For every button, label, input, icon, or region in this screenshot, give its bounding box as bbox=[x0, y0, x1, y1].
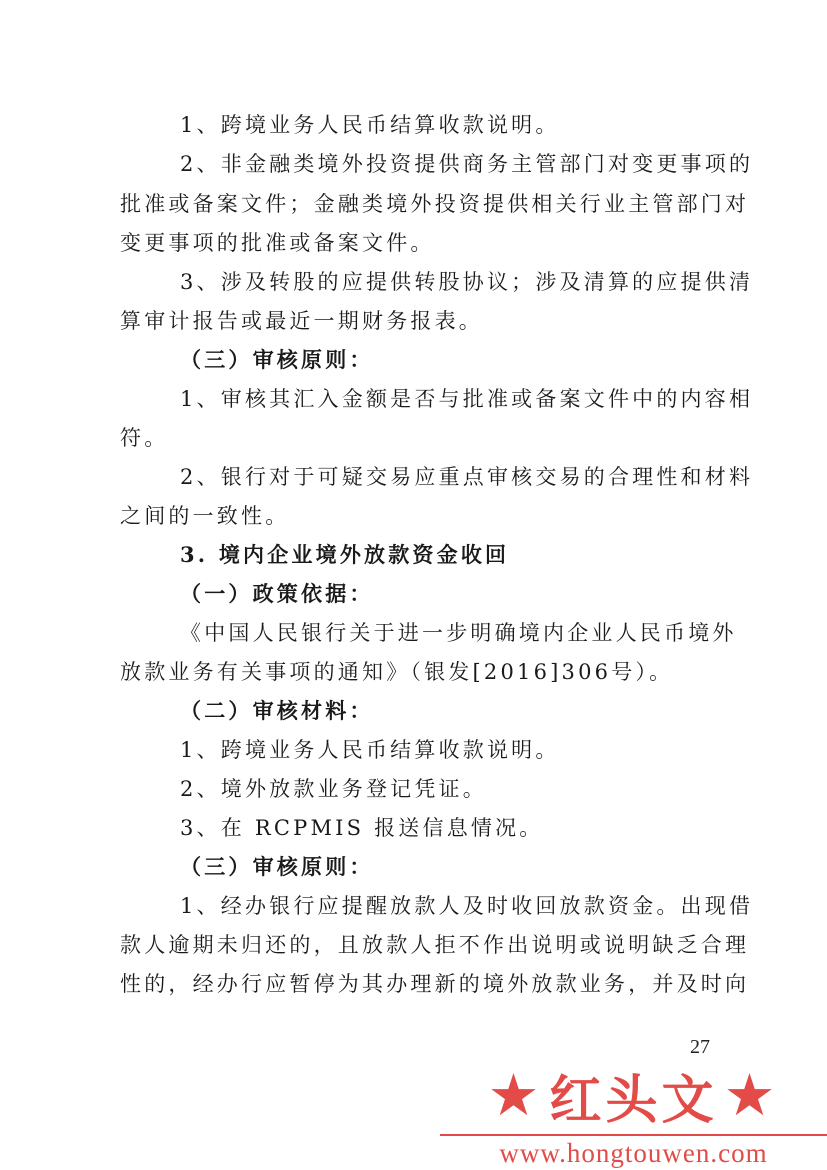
watermark-title-row bbox=[440, 1060, 827, 1130]
text-line: 1、审核其汇入金额是否与批准或备案文件中的内容相 bbox=[180, 387, 754, 411]
text-line: 符。 bbox=[120, 426, 169, 450]
page-number: 27 bbox=[690, 1036, 710, 1058]
text-line: 2、境外放款业务登记凭证。 bbox=[180, 777, 487, 801]
text-line: 放款业务有关事项的通知》（银发[2016]306号）。 bbox=[120, 660, 674, 684]
watermark bbox=[440, 1060, 827, 1170]
text-line: 1、跨境业务人民币结算收款说明。 bbox=[180, 738, 560, 762]
section-heading: （二）审核材料： bbox=[180, 698, 374, 723]
text-line: 批准或备案文件；金融类境外投资提供相关行业主管部门对 bbox=[120, 192, 750, 216]
text-line: 款人逾期未归还的，且放款人拒不作出说明或说明缺乏合理 bbox=[120, 933, 750, 957]
star-icon: ★ bbox=[723, 1061, 780, 1129]
text-line: 算审计报告或最近一期财务报表。 bbox=[120, 309, 483, 333]
watermark-divider bbox=[440, 1134, 827, 1136]
section-heading: 3. 境内企业境外放款资金收回 bbox=[180, 542, 510, 567]
watermark-title: 红头文 bbox=[549, 1070, 718, 1131]
star-icon: ★ bbox=[487, 1061, 544, 1129]
watermark-url: www.hongtouwen.com bbox=[499, 1138, 768, 1168]
text-line: 3、在 RCPMIS 报送信息情况。 bbox=[180, 816, 544, 840]
text-line: 1、跨境业务人民币结算收款说明。 bbox=[180, 113, 560, 137]
section-heading: （三）审核原则： bbox=[180, 347, 374, 372]
section-heading: （三）审核原则： bbox=[180, 854, 374, 879]
section-heading: （一）政策依据： bbox=[180, 581, 374, 606]
text-line: 性的，经办行应暂停为其办理新的境外放款业务，并及时向 bbox=[120, 972, 750, 996]
text-line: 《中国人民银行关于进一步明确境内企业人民币境外 bbox=[180, 621, 737, 645]
text-line: 2、银行对于可疑交易应重点审核交易的合理性和材料 bbox=[180, 465, 754, 489]
text-line: 2、非金融类境外投资提供商务主管部门对变更事项的 bbox=[180, 152, 754, 176]
text-line: 之间的一致性。 bbox=[120, 504, 290, 528]
text-line: 1、经办银行应提醒放款人及时收回放款资金。出现借 bbox=[180, 894, 754, 918]
text-line: 变更事项的批准或备案文件。 bbox=[120, 231, 435, 255]
text-line: 3、涉及转股的应提供转股协议；涉及清算的应提供清 bbox=[180, 270, 754, 294]
